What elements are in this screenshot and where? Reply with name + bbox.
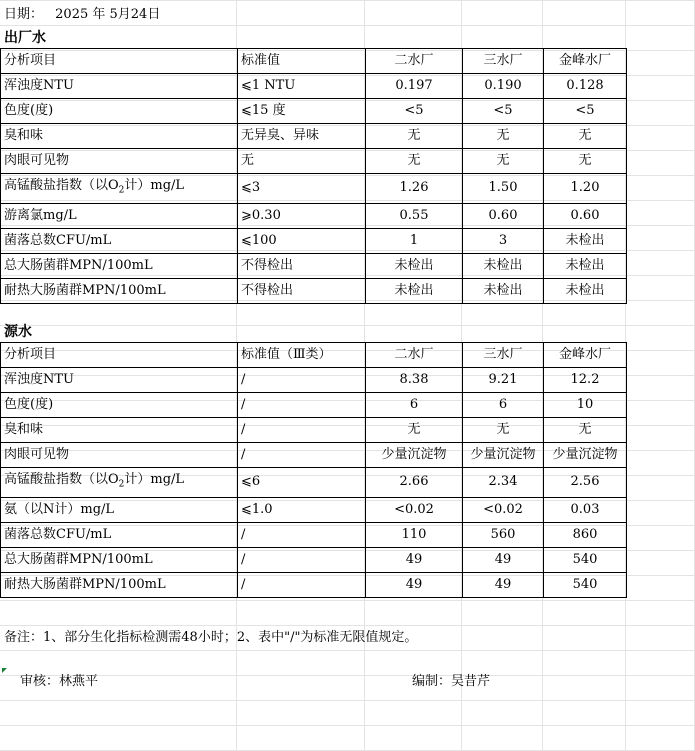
value-cell: 0.190 bbox=[463, 74, 544, 99]
value-cell: 49 bbox=[366, 547, 463, 572]
column-header: 三水厂 bbox=[463, 343, 544, 368]
value-cell: 未检出 bbox=[463, 278, 544, 303]
sheet-row-line bbox=[0, 725, 695, 726]
date-value: 2025 年 5月24日 bbox=[55, 7, 161, 22]
standard-cell: ⩽100 bbox=[238, 228, 366, 253]
standard-cell: / bbox=[238, 393, 366, 418]
table-row bbox=[1, 124, 627, 149]
table-header-row bbox=[1, 343, 627, 368]
table-row bbox=[1, 547, 627, 572]
value-cell: 未检出 bbox=[463, 253, 544, 278]
item-name-cell: 耐热大肠菌群MPN/100mL bbox=[1, 278, 238, 303]
value-cell: 1.20 bbox=[544, 174, 627, 204]
date-label: 日期： bbox=[4, 7, 44, 22]
value-cell: <0.02 bbox=[366, 497, 463, 522]
value-cell: 无 bbox=[544, 124, 627, 149]
sheet-row-line bbox=[0, 650, 695, 651]
value-cell: 无 bbox=[463, 124, 544, 149]
footnote: 备注：1、部分生化指标检测需48小时；2、表中"/"为标准无限值规定。 bbox=[4, 630, 418, 645]
value-cell: 560 bbox=[463, 522, 544, 547]
value-cell: 无 bbox=[544, 149, 627, 174]
table-row bbox=[1, 253, 627, 278]
value-cell: 2.66 bbox=[366, 468, 463, 498]
column-header: 分析项目 bbox=[1, 49, 238, 74]
value-cell: 49 bbox=[463, 547, 544, 572]
value-cell: 49 bbox=[463, 572, 544, 597]
value-cell: 6 bbox=[366, 393, 463, 418]
value-cell: 未检出 bbox=[544, 278, 627, 303]
table-row bbox=[1, 99, 627, 124]
table-row bbox=[1, 468, 627, 498]
value-cell: 无 bbox=[463, 418, 544, 443]
value-cell: 8.38 bbox=[366, 368, 463, 393]
column-header: 二水厂 bbox=[366, 343, 463, 368]
table-header-row bbox=[1, 49, 627, 74]
standard-cell: ⩽3 bbox=[238, 174, 366, 204]
value-cell: 49 bbox=[366, 572, 463, 597]
item-name-cell: 色度(度) bbox=[1, 393, 238, 418]
item-name-cell: 臭和味 bbox=[1, 124, 238, 149]
standard-cell: 不得检出 bbox=[238, 278, 366, 303]
value-cell: <0.02 bbox=[463, 497, 544, 522]
item-name-cell: 总大肠菌群MPN/100mL bbox=[1, 547, 238, 572]
value-cell: 3 bbox=[463, 228, 544, 253]
standard-cell: ⩽15 度 bbox=[238, 99, 366, 124]
value-cell: <5 bbox=[463, 99, 544, 124]
standard-cell: ⩽1.0 bbox=[238, 497, 366, 522]
value-cell: 1.26 bbox=[366, 174, 463, 204]
table-row bbox=[1, 278, 627, 303]
item-name-cell: 氨（以N计）mg/L bbox=[1, 497, 238, 522]
table-row bbox=[1, 497, 627, 522]
table-row bbox=[1, 393, 627, 418]
item-name-cell: 游离氯mg/L bbox=[1, 203, 238, 228]
value-cell: 12.2 bbox=[544, 368, 627, 393]
value-cell: <5 bbox=[366, 99, 463, 124]
table-row bbox=[1, 174, 627, 204]
value-cell: 1 bbox=[366, 228, 463, 253]
item-name-cell: 菌落总数CFU/mL bbox=[1, 228, 238, 253]
column-header: 金峰水厂 bbox=[544, 343, 627, 368]
standard-cell: 无异臭、异味 bbox=[238, 124, 366, 149]
table-row bbox=[1, 149, 627, 174]
value-cell: 0.55 bbox=[366, 203, 463, 228]
table-row bbox=[1, 572, 627, 597]
standard-cell: / bbox=[238, 522, 366, 547]
column-header: 三水厂 bbox=[463, 49, 544, 74]
item-name-cell: 高锰酸盐指数（以$O_2$计）mg/L bbox=[1, 174, 238, 204]
standard-cell: / bbox=[238, 547, 366, 572]
column-header: 金峰水厂 bbox=[544, 49, 627, 74]
sheet-row-line bbox=[0, 675, 695, 676]
table-row bbox=[1, 74, 627, 99]
source-water-table bbox=[0, 342, 627, 598]
column-header: 二水厂 bbox=[366, 49, 463, 74]
item-name-cell: 肉眼可见物 bbox=[1, 149, 238, 174]
sheet-row-line bbox=[0, 600, 695, 601]
column-header: 标准值 bbox=[238, 49, 366, 74]
item-name-cell: 色度(度) bbox=[1, 99, 238, 124]
item-name-cell: 耐热大肠菌群MPN/100mL bbox=[1, 572, 238, 597]
value-cell: 0.60 bbox=[463, 203, 544, 228]
value-cell: 少量沉淀物 bbox=[463, 443, 544, 468]
table-row bbox=[1, 443, 627, 468]
value-cell: 无 bbox=[463, 149, 544, 174]
factory-water-table bbox=[0, 48, 627, 304]
table-row bbox=[1, 203, 627, 228]
item-name-cell: 浑浊度NTU bbox=[1, 74, 238, 99]
value-cell: 2.34 bbox=[463, 468, 544, 498]
column-header: 分析项目 bbox=[1, 343, 238, 368]
item-name-cell: 高锰酸盐指数（以$O_2$计）mg/L bbox=[1, 468, 238, 498]
item-name-cell: 臭和味 bbox=[1, 418, 238, 443]
reviewer-signature: 审核：林燕平 bbox=[20, 674, 99, 689]
value-cell: 无 bbox=[366, 149, 463, 174]
value-cell: 未检出 bbox=[366, 253, 463, 278]
value-cell: 860 bbox=[544, 522, 627, 547]
value-cell: 0.60 bbox=[544, 203, 627, 228]
value-cell: 540 bbox=[544, 572, 627, 597]
cell-comment-marker bbox=[2, 668, 7, 673]
column-header: 标准值（Ⅲ类） bbox=[238, 343, 366, 368]
factory-water-title: 出厂水 bbox=[4, 30, 46, 46]
value-cell: 0.03 bbox=[544, 497, 627, 522]
standard-cell: / bbox=[238, 443, 366, 468]
value-cell: <5 bbox=[544, 99, 627, 124]
value-cell: 1.50 bbox=[463, 174, 544, 204]
item-name-cell: 总大肠菌群MPN/100mL bbox=[1, 253, 238, 278]
value-cell: 未检出 bbox=[366, 278, 463, 303]
sheet-row-line bbox=[0, 0, 695, 1]
value-cell: 540 bbox=[544, 547, 627, 572]
standard-cell: ⩾0.30 bbox=[238, 203, 366, 228]
item-name-cell: 菌落总数CFU/mL bbox=[1, 522, 238, 547]
value-cell: 未检出 bbox=[544, 253, 627, 278]
standard-cell: / bbox=[238, 368, 366, 393]
table-row bbox=[1, 418, 627, 443]
value-cell: 9.21 bbox=[463, 368, 544, 393]
editor-signature: 编制：吴昔芹 bbox=[412, 674, 491, 689]
item-name-cell: 肉眼可见物 bbox=[1, 443, 238, 468]
value-cell: 0.197 bbox=[366, 74, 463, 99]
standard-cell: ⩽1 NTU bbox=[238, 74, 366, 99]
value-cell: 无 bbox=[366, 418, 463, 443]
table-row bbox=[1, 368, 627, 393]
standard-cell: / bbox=[238, 572, 366, 597]
table-row bbox=[1, 228, 627, 253]
value-cell: 0.128 bbox=[544, 74, 627, 99]
value-cell: 少量沉淀物 bbox=[366, 443, 463, 468]
value-cell: 少量沉淀物 bbox=[544, 443, 627, 468]
table-row bbox=[1, 522, 627, 547]
standard-cell: / bbox=[238, 418, 366, 443]
standard-cell: 无 bbox=[238, 149, 366, 174]
standard-cell: ⩽6 bbox=[238, 468, 366, 498]
item-name-cell: 浑浊度NTU bbox=[1, 368, 238, 393]
value-cell: 6 bbox=[463, 393, 544, 418]
value-cell: 110 bbox=[366, 522, 463, 547]
sheet-row-line bbox=[0, 700, 695, 701]
value-cell: 2.56 bbox=[544, 468, 627, 498]
value-cell: 无 bbox=[366, 124, 463, 149]
standard-cell: 不得检出 bbox=[238, 253, 366, 278]
value-cell: 无 bbox=[544, 418, 627, 443]
value-cell: 10 bbox=[544, 393, 627, 418]
source-water-title: 源水 bbox=[4, 324, 32, 340]
value-cell: 未检出 bbox=[544, 228, 627, 253]
sheet-row-line bbox=[0, 325, 695, 326]
date-row bbox=[0, 2, 160, 27]
